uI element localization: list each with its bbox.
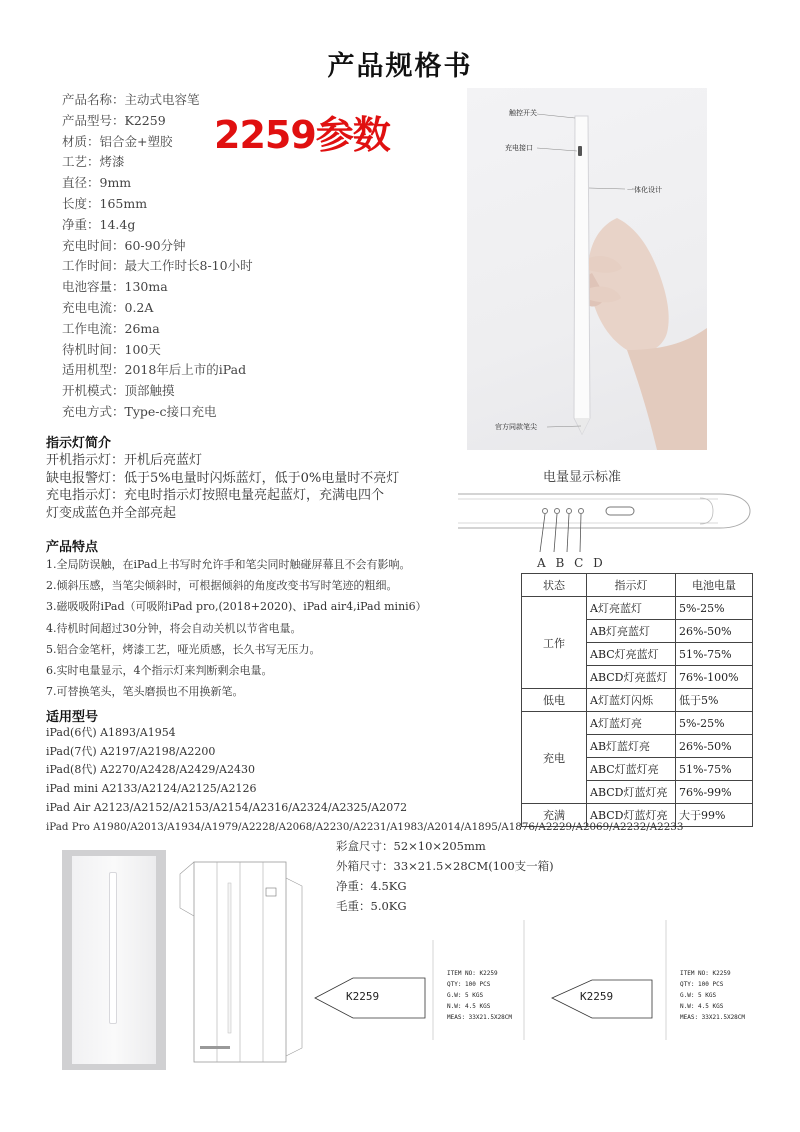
model-row: iPad mini A2133/A2124/A2125/A2126 [46, 782, 257, 796]
indicator-line: 开机指示灯：开机后亮蓝灯 [46, 453, 203, 468]
light-cell: ABCD灯蓝灯亮 [587, 804, 676, 827]
state-cell: 充满 [522, 804, 587, 827]
spec-item: 净重：14.4g [62, 216, 136, 232]
table-header: 指示灯 [587, 574, 676, 597]
level-cell: 76%-100% [676, 666, 753, 689]
led-letters: A B C D [537, 556, 606, 570]
photo-label-tip: 官方同款笔尖 [495, 423, 537, 431]
spec-item: 开机模式：顶部触摸 [62, 383, 175, 399]
box-photo [62, 850, 166, 1070]
light-cell: AB灯蓝灯亮 [587, 735, 676, 758]
carton-label-1 [447, 968, 512, 1023]
spec-item: 充电方式：Type-c接口充电 [62, 403, 217, 419]
light-cell: ABCD灯亮蓝灯 [587, 666, 676, 689]
photo-label-port: 充电接口 [505, 144, 533, 152]
table-header: 状态 [522, 574, 587, 597]
feature-item: 7.可替换笔头，笔头磨损也不用换新笔。 [46, 685, 244, 699]
model-highlight: 2259参数 [214, 113, 390, 157]
carton-label-line: MEAS: 33X21.5X28CM [447, 1014, 513, 1021]
spec-item: 工艺：烤漆 [62, 154, 125, 170]
level-cell: 5%-25% [676, 712, 753, 735]
light-cell: A灯蓝灯亮 [587, 712, 676, 735]
table-header: 电池电量 [676, 574, 753, 597]
carton-model-1: K2259 [346, 990, 380, 1003]
model-row: iPad(6代) A1893/A1954 [46, 726, 176, 739]
spec-item: 工作时间：最大工作时长8-10小时 [62, 258, 253, 274]
packaging-line: 彩盒尺寸：52×10×205mm [336, 839, 486, 853]
spec-item: 长度：165mm [62, 195, 148, 211]
carton-label-line: MEAS: 33X21.5X28CM [680, 1014, 746, 1021]
carton-model-2: K2259 [580, 990, 614, 1003]
features-heading: 产品特点 [46, 540, 99, 555]
carton-diamond-2 [522, 920, 672, 1040]
light-cell: AB灯亮蓝灯 [587, 620, 676, 643]
feature-item: 3.磁吸吸附iPad（可吸附iPad pro,(2018+2020)、iPad air4,iPad mini6） [46, 600, 427, 614]
model-row: iPad(8代) A2270/A2428/A2429/A2430 [46, 763, 255, 777]
level-cell: 低于5% [676, 689, 753, 712]
features-list [46, 554, 427, 702]
battery-diagram-title: 电量显示标准 [543, 470, 622, 485]
level-cell: 5%-25% [676, 597, 753, 620]
table-header-row [522, 574, 753, 597]
feature-item: 2.倾斜压感，当笔尖倾斜时，可根据倾斜的角度改变书写时笔迹的粗细。 [46, 579, 398, 593]
photo-label-design: 一体化设计 [627, 186, 662, 194]
carton-label-2 [680, 968, 745, 1023]
light-cell: ABC灯蓝灯亮 [587, 758, 676, 781]
carton-label-line: N.W: 4.5 KGS [680, 1003, 724, 1010]
spec-item: 充电时间：60-90分钟 [62, 237, 186, 253]
feature-item: 6.实时电量显示，4个指示灯来判断剩余电量。 [46, 664, 273, 678]
spec-item: 材质：铝合金+塑胶 [62, 133, 173, 149]
indicator-line: 缺电报警灯：低于5%电量时闪烁蓝灯，低于0%电量时不亮灯 [46, 470, 400, 486]
state-cell: 充电 [522, 712, 587, 804]
pen-led-diagram [458, 486, 758, 558]
carton-label-line: G.W: 5 KGS [447, 992, 484, 999]
photo-label-touch: 触控开关 [509, 109, 537, 117]
carton-label-line: ITEM NO: K2259 [447, 970, 498, 977]
spec-item: 充电电流：0.2A [62, 299, 154, 315]
state-cell: 低电 [522, 689, 587, 712]
light-cell: ABCD灯蓝灯亮 [587, 781, 676, 804]
model-row: iPad Pro A1980/A2013/A1934/A1979/A2228/A2068/A2230/A2231/A1983/A2014/A1895/A1876/A2229/A2069/A2232/A2233 [46, 820, 684, 833]
spec-item: 产品型号：K2259 [62, 112, 166, 128]
level-cell: 大于99% [676, 804, 753, 827]
model-row: iPad Air A2123/A2152/A2153/A2154/A2316/A2324/A2325/A2072 [46, 800, 408, 814]
packaging-line: 外箱尺寸：33×21.5×28CM(100支一箱) [336, 859, 554, 873]
spec-item: 产品名称：主动式电容笔 [62, 92, 200, 107]
model-row: iPad(7代) A2197/A2198/A2200 [46, 744, 216, 758]
box-dieline [176, 858, 308, 1066]
level-cell: 51%-75% [676, 758, 753, 781]
indicator-line: 充电指示灯：充电时指示灯按照电量亮起蓝灯，充满电四个 [46, 488, 385, 503]
spec-item: 待机时间：100天 [62, 341, 161, 357]
state-cell: 工作 [522, 597, 587, 689]
carton-label-line: N.W: 4.5 KGS [447, 1003, 491, 1010]
indicator-heading: 指示灯简介 [46, 436, 112, 451]
spec-item: 直径：9mm [62, 175, 132, 191]
level-cell: 26%-50% [676, 620, 753, 643]
models-heading: 适用型号 [46, 710, 99, 725]
level-cell: 51%-75% [676, 643, 753, 666]
level-cell: 26%-50% [676, 735, 753, 758]
carton-label-line: G.W: 5 KGS [680, 992, 717, 999]
feature-item: 1.全局防误触，在iPad上书写时允许手和笔尖同时触碰屏幕且不会有影响。 [46, 558, 411, 571]
table-row [522, 689, 753, 712]
carton-label-line: ITEM NO: K2259 [680, 970, 731, 977]
light-cell: A灯蓝灯闪烁 [587, 689, 676, 712]
packaging-info [336, 836, 554, 916]
models-list [46, 724, 683, 836]
feature-item: 5.铝合金笔杆，烤漆工艺，哑光质感，长久书写无压力。 [46, 642, 321, 656]
spec-item: 电池容量：130ma [62, 279, 168, 295]
packaging-line: 毛重：5.0KG [336, 899, 407, 913]
indicator-list [46, 452, 399, 522]
light-cell: ABC灯亮蓝灯 [587, 643, 676, 666]
page-title: 产品规格书 [327, 51, 473, 82]
spec-item: 工作电流：26ma [62, 320, 160, 336]
light-cell: A灯亮蓝灯 [587, 597, 676, 620]
carton-label-line: QTY: 100 PCS [680, 981, 724, 988]
carton-label-line: QTY: 100 PCS [447, 981, 491, 988]
level-cell: 76%-99% [676, 781, 753, 804]
product-photo [467, 88, 707, 450]
spec-item: 适用机型：2018年后上市的iPad [62, 362, 247, 378]
packaging-line: 净重：4.5KG [336, 879, 407, 893]
indicator-line: 灯变成蓝色并全部亮起 [46, 505, 177, 521]
pen-in-hand-illustration [467, 88, 707, 450]
table-row [522, 597, 753, 620]
feature-item: 4.待机时间超过30分钟，将会自动关机以节省电量。 [46, 621, 302, 635]
